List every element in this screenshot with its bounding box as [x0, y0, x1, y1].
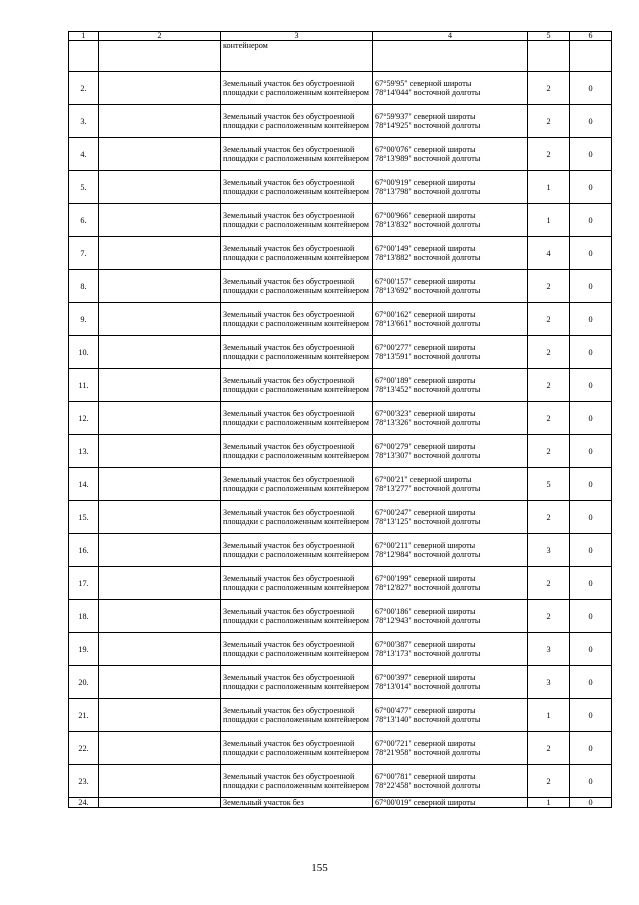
longitude-text: 78°13'014" восточной долготы [375, 682, 481, 691]
coordinates-cell: 67°00'019" северной широты [373, 798, 528, 808]
longitude-text: 78°13'989" восточной долготы [375, 154, 481, 163]
latitude-text: 67°00'279" северной широты [375, 442, 476, 451]
column-number-3: 3 [221, 32, 373, 41]
table-row [69, 666, 612, 699]
column-number-4: 4 [373, 32, 528, 41]
container-count-cell: 2 [528, 336, 570, 369]
row-number-cell: 13. [69, 435, 99, 468]
empty-cell [99, 798, 221, 808]
coordinates-cell [373, 105, 528, 138]
coordinates-cell [373, 435, 528, 468]
longitude-text: 78°13'140" восточной долготы [375, 715, 481, 724]
row-number-cell: 22. [69, 732, 99, 765]
latitude-text: 67°00'247" северной широты [375, 508, 476, 517]
description-cell: контейнером [221, 41, 373, 72]
latitude-text: 67°00'149" северной широты [375, 244, 476, 253]
container-count-cell: 3 [528, 534, 570, 567]
longitude-text: 78°12'984" восточной долготы [375, 550, 481, 559]
container-count-cell: 2 [528, 138, 570, 171]
description-cell: Земельный участок без обустроенной площадки с расположенным контейнером [221, 600, 373, 633]
table-row [69, 534, 612, 567]
coordinates-cell [373, 41, 528, 72]
latitude-text: 67°00'162" северной широты [375, 310, 476, 319]
longitude-text: 78°13'661" восточной долготы [375, 319, 481, 328]
empty-cell [99, 72, 221, 105]
empty-cell [99, 501, 221, 534]
container-count-cell: 2 [528, 435, 570, 468]
longitude-text: 78°13'591" восточной долготы [375, 352, 481, 361]
column-number-1: 1 [69, 32, 99, 41]
container-count-cell: 2 [528, 765, 570, 798]
longitude-text: 78°13'692" восточной долготы [375, 286, 481, 295]
description-cell: Земельный участок без обустроенной площадки с расположенным контейнером [221, 435, 373, 468]
coordinates-cell [373, 72, 528, 105]
latitude-text: 67°00'076" северной широты [375, 145, 476, 154]
continued-row [69, 41, 612, 72]
container-count-cell: 3 [528, 633, 570, 666]
row-number-cell: 19. [69, 633, 99, 666]
table-row [69, 468, 612, 501]
empty-cell [99, 138, 221, 171]
description-cell: Земельный участок без обустроенной площадки с расположенным контейнером [221, 237, 373, 270]
coordinates-cell [373, 402, 528, 435]
value-cell: 0 [570, 501, 612, 534]
coordinates-cell [373, 534, 528, 567]
longitude-text: 78°13'798" восточной долготы [375, 187, 481, 196]
register-table [68, 31, 612, 808]
description-cell: Земельный участок без обустроенной площадки с расположенным контейнером [221, 204, 373, 237]
empty-cell [99, 105, 221, 138]
empty-cell [99, 237, 221, 270]
column-number-5: 5 [528, 32, 570, 41]
container-count-cell: 2 [528, 501, 570, 534]
value-cell: 0 [570, 303, 612, 336]
description-cell: Земельный участок без обустроенной площадки с расположенным контейнером [221, 270, 373, 303]
container-count-cell: 1 [528, 798, 570, 808]
coordinates-cell [373, 138, 528, 171]
latitude-text: 67°59'95" северной широты [375, 79, 472, 88]
table-row [69, 369, 612, 402]
value-cell: 0 [570, 600, 612, 633]
container-count-cell: 2 [528, 369, 570, 402]
empty-cell [99, 732, 221, 765]
table-row [69, 270, 612, 303]
value-cell [570, 41, 612, 72]
page-number: 155 [311, 862, 328, 874]
container-count-cell: 5 [528, 468, 570, 501]
latitude-text: 67°00'189" северной широты [375, 376, 476, 385]
value-cell: 0 [570, 270, 612, 303]
table-row [69, 765, 612, 798]
empty-cell [99, 369, 221, 402]
longitude-text: 78°13'832" восточной долготы [375, 220, 481, 229]
value-cell: 0 [570, 336, 612, 369]
value-cell: 0 [570, 567, 612, 600]
description-cell: Земельный участок без [221, 798, 373, 808]
empty-cell [99, 699, 221, 732]
longitude-text: 78°13'125" восточной долготы [375, 517, 481, 526]
container-count-cell [528, 41, 570, 72]
coordinates-cell [373, 567, 528, 600]
value-cell: 0 [570, 699, 612, 732]
latitude-text: 67°00'919" северной широты [375, 178, 476, 187]
longitude-text: 78°13'452" восточной долготы [375, 385, 481, 394]
description-cell: Земельный участок без обустроенной площадки с расположенным контейнером [221, 303, 373, 336]
container-count-cell: 2 [528, 105, 570, 138]
empty-cell [99, 567, 221, 600]
row-number-cell: 21. [69, 699, 99, 732]
table-row [69, 501, 612, 534]
latitude-text: 67°00'387" северной широты [375, 640, 476, 649]
latitude-text: 67°00'397" северной широты [375, 673, 476, 682]
row-number-cell: 10. [69, 336, 99, 369]
empty-cell [99, 204, 221, 237]
latitude-text: 67°00'157" северной широты [375, 277, 476, 286]
value-cell: 0 [570, 237, 612, 270]
value-cell: 0 [570, 369, 612, 402]
table-row [69, 138, 612, 171]
description-cell: Земельный участок без обустроенной площадки с расположенным контейнером [221, 699, 373, 732]
coordinates-cell [373, 699, 528, 732]
coordinates-cell [373, 270, 528, 303]
empty-cell [99, 666, 221, 699]
longitude-text: 78°13'277" восточной долготы [375, 484, 481, 493]
table-row [69, 732, 612, 765]
coordinates-cell [373, 303, 528, 336]
row-number-cell: 2. [69, 72, 99, 105]
value-cell: 0 [570, 72, 612, 105]
coordinates-cell [373, 666, 528, 699]
table-row [69, 798, 612, 808]
coordinates-cell [373, 501, 528, 534]
empty-cell [99, 435, 221, 468]
table-body [69, 32, 612, 808]
column-number-2: 2 [99, 32, 221, 41]
empty-cell [99, 633, 221, 666]
latitude-text: 67°00'721" северной широты [375, 739, 476, 748]
table-row [69, 600, 612, 633]
table-row [69, 633, 612, 666]
description-cell: Земельный участок без обустроенной площадки с расположенным контейнером [221, 468, 373, 501]
description-cell: Земельный участок без обустроенной площадки с расположенным контейнером [221, 72, 373, 105]
table-row [69, 567, 612, 600]
latitude-text: 67°00'781" северной широты [375, 772, 476, 781]
container-count-cell: 2 [528, 303, 570, 336]
empty-cell [99, 171, 221, 204]
table-row [69, 435, 612, 468]
column-number-6: 6 [570, 32, 612, 41]
empty-cell [99, 303, 221, 336]
row-number-cell: 12. [69, 402, 99, 435]
coordinates-cell [373, 732, 528, 765]
longitude-text: 78°14'044" восточной долготы [375, 88, 481, 97]
description-cell: Земельный участок без обустроенной площадки с расположенным контейнером [221, 666, 373, 699]
container-count-cell: 2 [528, 600, 570, 633]
description-cell: Земельный участок без обустроенной площадки с расположенным контейнером [221, 171, 373, 204]
empty-cell [99, 468, 221, 501]
description-cell: Земельный участок без обустроенной площадки с расположенным контейнером [221, 138, 373, 171]
table-row [69, 105, 612, 138]
latitude-text: 67°00'21" северной широты [375, 475, 472, 484]
value-cell: 0 [570, 138, 612, 171]
longitude-text: 78°12'827" восточной долготы [375, 583, 481, 592]
empty-cell [99, 600, 221, 633]
table-row [69, 171, 612, 204]
row-number-cell: 16. [69, 534, 99, 567]
value-cell: 0 [570, 633, 612, 666]
column-number-row [69, 32, 612, 41]
row-number-cell: 14. [69, 468, 99, 501]
latitude-text: 67°00'186" северной широты [375, 607, 476, 616]
value-cell: 0 [570, 204, 612, 237]
row-number-cell: 24. [69, 798, 99, 808]
container-count-cell: 4 [528, 237, 570, 270]
container-count-cell: 2 [528, 402, 570, 435]
table-row [69, 699, 612, 732]
longitude-text: 78°22'458" восточной долготы [375, 781, 481, 790]
value-cell: 0 [570, 798, 612, 808]
row-number-cell: 6. [69, 204, 99, 237]
latitude-text: 67°00'477" северной широты [375, 706, 476, 715]
coordinates-cell [373, 369, 528, 402]
row-number-cell: 5. [69, 171, 99, 204]
description-cell: Земельный участок без обустроенной площадки с расположенным контейнером [221, 105, 373, 138]
description-cell: Земельный участок без обустроенной площадки с расположенным контейнером [221, 765, 373, 798]
description-cell: Земельный участок без обустроенной площадки с расположенным контейнером [221, 501, 373, 534]
container-count-cell: 1 [528, 699, 570, 732]
description-cell: Земельный участок без обустроенной площадки с расположенным контейнером [221, 732, 373, 765]
table-row [69, 237, 612, 270]
latitude-text: 67°00'323" северной широты [375, 409, 476, 418]
container-count-cell: 1 [528, 204, 570, 237]
container-count-cell: 2 [528, 270, 570, 303]
coordinates-cell [373, 204, 528, 237]
value-cell: 0 [570, 105, 612, 138]
table-row [69, 303, 612, 336]
container-count-cell: 1 [528, 171, 570, 204]
value-cell: 0 [570, 666, 612, 699]
container-count-cell: 3 [528, 666, 570, 699]
description-cell: Земельный участок без обустроенной площадки с расположенным контейнером [221, 369, 373, 402]
table-row [69, 402, 612, 435]
coordinates-cell [373, 600, 528, 633]
row-number-cell: 17. [69, 567, 99, 600]
latitude-text: 67°00'199" северной широты [375, 574, 476, 583]
row-number-cell: 3. [69, 105, 99, 138]
container-count-cell: 2 [528, 72, 570, 105]
longitude-text: 78°21'958" восточной долготы [375, 748, 481, 757]
value-cell: 0 [570, 435, 612, 468]
value-cell: 0 [570, 171, 612, 204]
empty-cell [99, 534, 221, 567]
coordinates-cell [373, 171, 528, 204]
row-number-cell: 18. [69, 600, 99, 633]
row-number-cell: 23. [69, 765, 99, 798]
longitude-text: 78°12'943" восточной долготы [375, 616, 481, 625]
value-cell: 0 [570, 468, 612, 501]
empty-cell [99, 336, 221, 369]
longitude-text: 78°13'173" восточной долготы [375, 649, 481, 658]
description-cell: Земельный участок без обустроенной площадки с расположенным контейнером [221, 534, 373, 567]
row-number-cell: 20. [69, 666, 99, 699]
coordinates-cell [373, 765, 528, 798]
row-number-cell [69, 41, 99, 72]
container-count-cell: 2 [528, 567, 570, 600]
empty-cell [99, 270, 221, 303]
coordinates-cell [373, 237, 528, 270]
longitude-text: 78°13'882" восточной долготы [375, 253, 481, 262]
latitude-text: 67°00'277" северной широты [375, 343, 476, 352]
latitude-text: 67°00'211" северной широты [375, 541, 476, 550]
longitude-text: 78°13'307" восточной долготы [375, 451, 481, 460]
table-row [69, 72, 612, 105]
row-number-cell: 4. [69, 138, 99, 171]
latitude-text: 67°00'966" северной широты [375, 211, 476, 220]
description-cell: Земельный участок без обустроенной площадки с расположенным контейнером [221, 336, 373, 369]
empty-cell [99, 402, 221, 435]
coordinates-cell [373, 336, 528, 369]
table-row [69, 204, 612, 237]
container-count-cell: 2 [528, 732, 570, 765]
value-cell: 0 [570, 402, 612, 435]
description-cell: Земельный участок без обустроенной площадки с расположенным контейнером [221, 633, 373, 666]
row-number-cell: 7. [69, 237, 99, 270]
row-number-cell: 11. [69, 369, 99, 402]
table-row [69, 336, 612, 369]
coordinates-cell [373, 633, 528, 666]
coordinates-cell [373, 468, 528, 501]
description-cell: Земельный участок без обустроенной площадки с расположенным контейнером [221, 402, 373, 435]
latitude-text: 67°59'937" северной широты [375, 112, 476, 121]
row-number-cell: 8. [69, 270, 99, 303]
value-cell: 0 [570, 765, 612, 798]
value-cell: 0 [570, 732, 612, 765]
empty-cell [99, 41, 221, 72]
value-cell: 0 [570, 534, 612, 567]
row-number-cell: 9. [69, 303, 99, 336]
longitude-text: 78°14'925" восточной долготы [375, 121, 481, 130]
longitude-text: 78°13'326" восточной долготы [375, 418, 481, 427]
row-number-cell: 15. [69, 501, 99, 534]
empty-cell [99, 765, 221, 798]
description-cell: Земельный участок без обустроенной площадки с расположенным контейнером [221, 567, 373, 600]
